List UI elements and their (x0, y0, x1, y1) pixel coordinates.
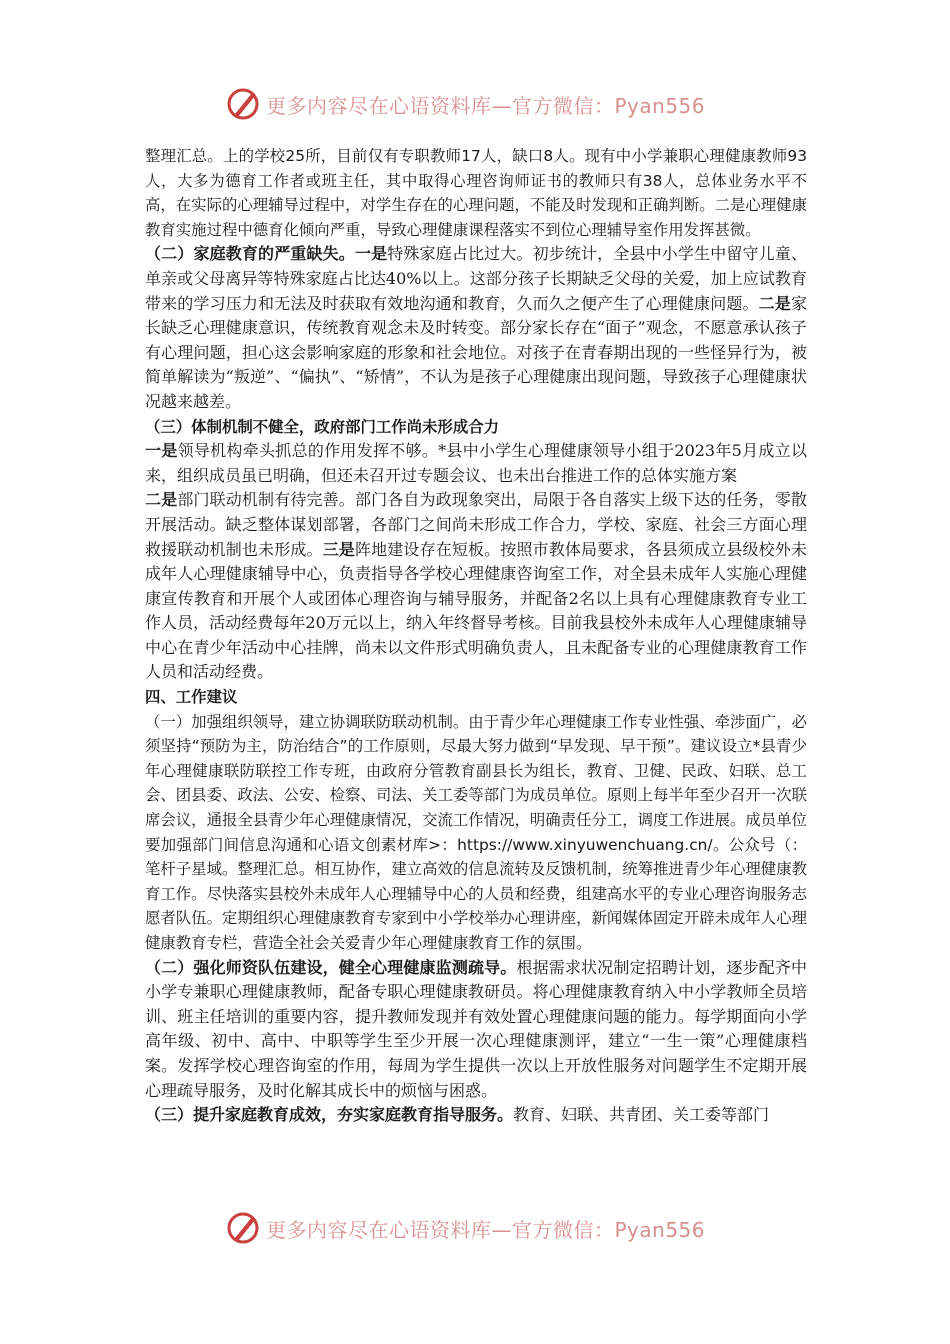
paragraph-text: 根据需求状况制定招聘计划，逐步配齐中小学专兼职心理健康教师，配备专职心理健康教研员。将心理健康教育纳入中小学教师全员培训、班主任培训的重要内容，提升教师发现并有效处置心理健康问题的能力。每学期面向小学高年级、初中、高中、中职等学生至少开展一次心理健康测评，建立“一生一策”心理健康档案。发挥学校心理咨询室的作用，每周为学生提供一次以上开放性服务对问题学生不定期开展心理疏导服务，及时化解其成长中的烦恼与困惑。 (145, 957, 807, 1100)
paragraph (145, 956, 807, 1104)
point-label: 一是 (354, 244, 388, 264)
paragraph-text: 阵地建设存在短板。按照市教体局要求，各县须成立县级校外未成年人心理健康辅导中心，负责指导各学校心理健康咨询室工作，对全县未成年人实施心理健康宣传教育和开展个人或团体心理咨询与辅导服务，并配备2名以上具有心理健康教育专业工作人员，活动经费每年20万元以上，纳入年终督导考核。目前我县校外未成年人心理健康辅导中心在青少年活动中心挂牌，尚未以文件形式明确负责人，且未配备专业的心理健康教育工作人员和活动经费。 (145, 539, 807, 682)
pen-circle-logo-icon (226, 1211, 260, 1245)
paragraph (145, 242, 807, 414)
paragraph-text: 领导机构牵头抓总的作用发挥不够。*县中小学生心理健康领导小组于2023年5月成立以来，组织成员虽已明确，但还未召开过专题会议、也未出台推进工作的总体实施方案 (145, 441, 807, 485)
section-heading: 四、工作建议 (145, 688, 238, 707)
banner-text: 更多内容尽在心语资料库—官方微信：Pyan556 (266, 93, 706, 118)
pen-circle-logo-icon (226, 87, 260, 121)
paragraph: （一）加强组织领导，建立协调联防联动机制。由于青少年心理健康工作专业性强、牵涉面广，必须坚持“预防为主，防治结合”的工作原则，尽最大努力做到“早发现、早干预”。建议设立*县青少年心理健康联防联控工作专班，由政府分管教育副县长为组长，教育、卫健、民政、妇联、总工会、团县委、政法、公安、检察、司法、关工委等部门为成员单位。原则上每半年至少召开一次联席会议，通报全县青少年心理健康情况，交流工作情况，明确责任分工，调度工作进展。成员单位要加强部门间信息沟通和心语文创素材库>：https://www.xinyuwenchuang.cn/。公众号（：笔杆子星域。整理汇总。相互协作，建立高效的信息流转及反馈机制，统筹推进青少年心理健康教育工作。尽快落实县校外未成年人心理辅导中心的人员和经费，组建高水平的专业心理咨询服务志愿者队伍。定期组织心理健康教育专家到中小学校举办心理讲座，新闻媒体固定开辟未成年人心理健康教育专栏，营造全社会关爱青少年心理健康教育工作的氛围。 (145, 712, 807, 952)
footer-banner (226, 1208, 726, 1248)
paragraph-text: 特殊家庭占比过大。初步统计，全县中小学生中留守儿童、单亲或父母离异等特殊家庭占比达40%以上。这部分孩子长期缺乏父母的关爱，加上应试教育带来的学习压力和无法及时获取有效地沟通和教育，久而久之便产生了心理健康问题。 (145, 244, 807, 313)
paragraph-text: 教育、妇联、共青团、关工委等部门 (513, 1105, 770, 1125)
paragraph-text: 家长缺乏心理健康意识，传统教育观念未及时转变。部分家长存在“面子”观念，不愿意承认孩子有心理问题，担心这会影响家庭的形象和社会地位。对孩子在青春期出现的一些怪异行为，被简单解读为“叛逆”、“偏执”、“矫情”，不认为是孩子心理健康出现问题，导致孩子心理健康状况越来越差。 (145, 293, 807, 411)
point-label: 二是 (758, 293, 791, 313)
point-label: 三是 (322, 539, 355, 559)
section-heading: （二）强化师资队伍建设，健全心理健康监测疏导。 (145, 957, 517, 977)
section-heading: （二）家庭教育的严重缺失。 (145, 244, 355, 264)
document-body (145, 144, 807, 1128)
header-banner (226, 84, 726, 124)
paragraph (145, 1103, 807, 1128)
section-heading: （三）提升家庭教育成效，夯实家庭教育指导服务。 (145, 1105, 514, 1125)
point-label: 一是 (145, 441, 178, 461)
banner-text: 更多内容尽在心语资料库—官方微信：Pyan556 (266, 1217, 706, 1242)
point-label: 二是 (145, 490, 178, 510)
paragraph-text: 部门联动机制有待完善。部门各自为政现象突出，局限于各自落实上级下达的任务，零散开展活动。缺乏整体谋划部署，各部门之间尚未形成工作合力，学校、家庭、社会三方面心理救援联动机制也未形成。 (145, 490, 807, 559)
section-heading: （三）体制机制不健全，政府部门工作尚未形成合力 (145, 417, 499, 436)
paragraph: 整理汇总。上的学校25所，目前仅有专职教师17人，缺口8人。现有中小学兼职心理健康教师93人，大多为德育工作者或班主任，其中取得心理咨询师证书的教师只有38人，总体业务水平不高，在实际的心理辅导过程中，对学生存在的心理问题，不能及时发现和正确判断。二是心理健康教育实施过程中德育化倾向严重，导致心理健康课程落实不到位心理辅导室作用发挥甚微。 (145, 147, 807, 239)
paragraph (145, 439, 807, 685)
